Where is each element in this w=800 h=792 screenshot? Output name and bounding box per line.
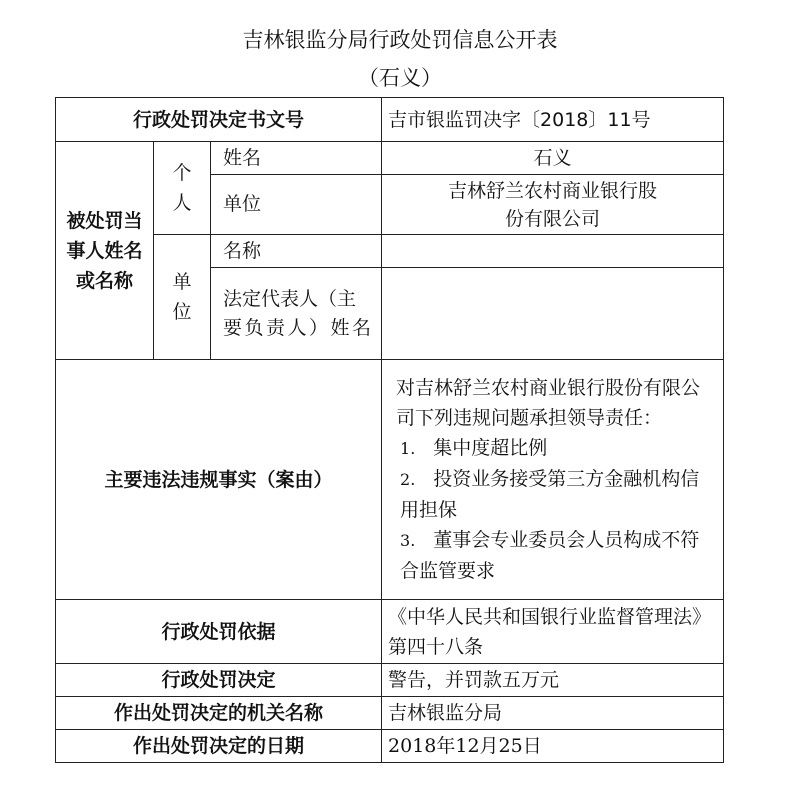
facts-item	[396, 525, 715, 586]
individual-unit-label: 单位	[211, 175, 382, 235]
org-rep-label: 法定代表人（主要负责人）姓名	[211, 268, 382, 360]
doc-number-label: 行政处罚决定书文号	[56, 98, 382, 142]
date-row	[56, 730, 724, 763]
page-subtitle: （石义）	[358, 66, 442, 90]
facts-item-text: 集中度超比例	[433, 437, 548, 459]
authority-row	[56, 697, 724, 730]
decision-label: 行政处罚决定	[56, 664, 382, 697]
facts-item	[396, 433, 715, 464]
facts-item-number: 1.	[400, 439, 416, 458]
date-value: 2018年12月25日	[382, 730, 724, 763]
doc-number-text: 吉市银监罚决字〔2018〕11号	[388, 108, 651, 131]
facts-item-text: 投资业务接受第三方金融机构信用担保	[400, 468, 700, 521]
authority-value: 吉林银监分局	[382, 697, 724, 730]
facts-item-number: 2.	[400, 470, 416, 489]
doc-number-row	[56, 98, 724, 142]
decision-value: 警告，并罚款五万元	[382, 664, 724, 697]
basis-label: 行政处罚依据	[56, 600, 382, 664]
organization-label: 单位	[154, 235, 211, 360]
org-name-label: 名称	[211, 235, 382, 268]
org-name-value	[382, 235, 724, 268]
page-title: 吉林银监分局行政处罚信息公开表	[242, 28, 558, 52]
authority-label: 作出处罚决定的机关名称	[56, 697, 382, 730]
party-label: 被处罚当事人姓名或名称	[56, 142, 154, 360]
facts-intro: 对吉林舒兰农村商业银行股份有限公司下列违规问题承担领导责任：	[396, 377, 701, 429]
basis-value: 《中华人民共和国银行业监督管理法》第四十八条	[382, 600, 724, 664]
individual-label: 个人	[154, 142, 211, 235]
decision-row	[56, 664, 724, 697]
individual-name-row	[56, 142, 724, 175]
individual-unit-value: 吉林舒兰农村商业银行股份有限公司	[382, 175, 724, 235]
facts-content	[382, 360, 724, 600]
individual-name-label: 姓名	[211, 142, 382, 175]
date-label: 作出处罚决定的日期	[56, 730, 382, 763]
org-rep-value	[382, 268, 724, 360]
facts-label: 主要违法违规事实（案由）	[56, 360, 382, 600]
penalty-info-table	[55, 97, 724, 763]
org-name-row	[56, 235, 724, 268]
doc-number-value	[382, 98, 724, 142]
basis-row	[56, 600, 724, 664]
facts-item	[396, 464, 715, 525]
facts-item-text: 董事会专业委员会人员构成不符合监管要求	[400, 529, 700, 582]
facts-row	[56, 360, 724, 600]
facts-item-number: 3.	[400, 531, 416, 550]
individual-name-value: 石义	[382, 142, 724, 175]
